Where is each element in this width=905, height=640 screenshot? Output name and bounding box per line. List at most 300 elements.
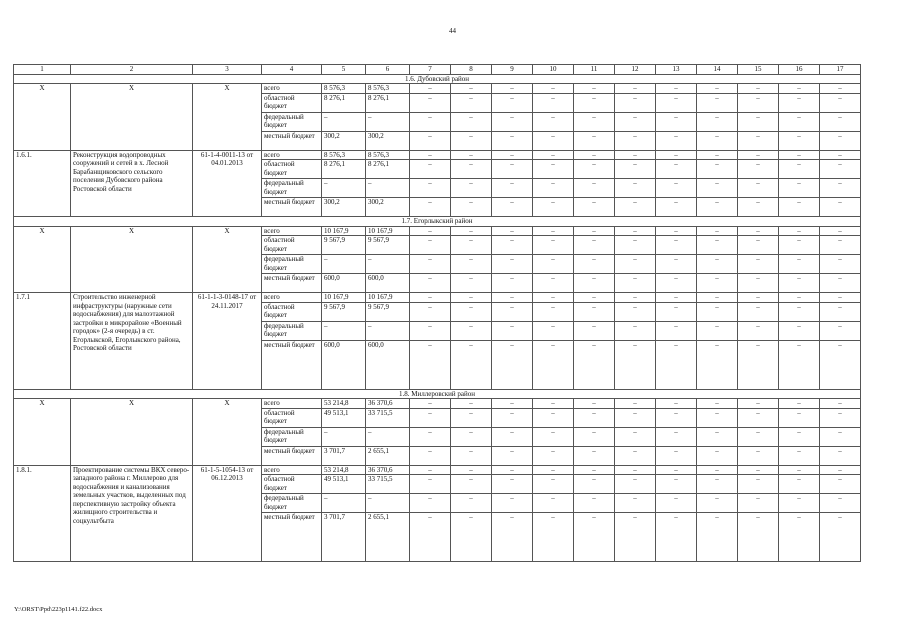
empty-value-cell: – — [697, 427, 738, 446]
empty-value-cell: – — [779, 513, 820, 562]
empty-value-cell: – — [656, 179, 697, 198]
empty-value-cell: – — [574, 236, 615, 255]
value-col5-cell: 9 567,9 — [322, 236, 366, 255]
empty-value-cell: – — [410, 255, 451, 274]
empty-value-cell: – — [820, 93, 861, 112]
empty-value-cell: – — [533, 226, 574, 236]
table-body — [14, 65, 861, 562]
empty-value-cell: – — [820, 427, 861, 446]
empty-value-cell: – — [738, 293, 779, 303]
empty-value-cell: – — [656, 160, 697, 179]
value-col5-cell: – — [322, 321, 366, 340]
empty-value-cell: – — [533, 408, 574, 427]
value-col6-cell: 600,0 — [366, 340, 410, 389]
value-col5-cell: 10 167,9 — [322, 293, 366, 303]
empty-value-cell: – — [615, 321, 656, 340]
empty-value-cell: – — [738, 255, 779, 274]
empty-value-cell: – — [492, 321, 533, 340]
empty-value-cell: – — [492, 179, 533, 198]
empty-value-cell: – — [820, 179, 861, 198]
value-col6-cell: 10 167,9 — [366, 293, 410, 303]
empty-value-cell: – — [820, 112, 861, 131]
registration-cell: 61-1-4-0011-13 от 04.01.2013 — [193, 150, 262, 217]
empty-value-cell: – — [492, 93, 533, 112]
column-number-2: 2 — [71, 65, 193, 75]
empty-value-cell: – — [697, 446, 738, 465]
empty-value-cell: – — [656, 427, 697, 446]
empty-value-cell: – — [738, 321, 779, 340]
value-col6-cell: 8 576,3 — [366, 84, 410, 94]
empty-value-cell: – — [533, 112, 574, 131]
empty-value-cell: – — [656, 513, 697, 562]
empty-value-cell: – — [533, 179, 574, 198]
funding-source-cell: федеральный бюджет — [262, 494, 322, 513]
empty-value-cell: – — [410, 274, 451, 293]
empty-value-cell: – — [820, 274, 861, 293]
section-title: 1.6. Дубовский район — [14, 74, 861, 84]
column-number-row — [14, 65, 861, 75]
item-code-cell: X — [14, 399, 71, 466]
empty-value-cell: – — [492, 112, 533, 131]
empty-value-cell: – — [779, 475, 820, 494]
value-col5-cell: 600,0 — [322, 340, 366, 389]
registration-cell: X — [193, 226, 262, 293]
empty-value-cell: – — [492, 226, 533, 236]
empty-value-cell: – — [492, 274, 533, 293]
empty-value-cell: – — [656, 226, 697, 236]
empty-value-cell: – — [656, 131, 697, 150]
investment-table — [13, 64, 861, 562]
item-code-cell: 1.7.1 — [14, 293, 71, 390]
empty-value-cell: – — [656, 150, 697, 160]
empty-value-cell: – — [697, 198, 738, 217]
empty-value-cell: – — [738, 513, 779, 562]
empty-value-cell: – — [615, 302, 656, 321]
value-col5-cell: 600,0 — [322, 274, 366, 293]
column-number-7: 7 — [410, 65, 451, 75]
empty-value-cell: – — [820, 84, 861, 94]
empty-value-cell: – — [410, 399, 451, 409]
empty-value-cell: – — [492, 131, 533, 150]
empty-value-cell: – — [451, 112, 492, 131]
empty-value-cell: – — [779, 465, 820, 475]
empty-value-cell: – — [533, 255, 574, 274]
empty-value-cell: – — [656, 494, 697, 513]
value-col5-cell: 3 701,7 — [322, 513, 366, 562]
funding-source-cell: всего — [262, 150, 322, 160]
empty-value-cell: – — [615, 274, 656, 293]
empty-value-cell: – — [574, 226, 615, 236]
empty-value-cell: – — [574, 302, 615, 321]
summary-row — [14, 226, 861, 236]
empty-value-cell: – — [574, 198, 615, 217]
value-col5-cell: 49 513,1 — [322, 475, 366, 494]
column-number-10: 10 — [533, 65, 574, 75]
empty-value-cell: – — [574, 150, 615, 160]
empty-value-cell: – — [779, 198, 820, 217]
empty-value-cell: – — [533, 236, 574, 255]
section-title-row — [14, 74, 861, 84]
empty-value-cell: – — [779, 84, 820, 94]
empty-value-cell: – — [574, 427, 615, 446]
empty-value-cell: – — [697, 112, 738, 131]
value-col5-cell: 3 701,7 — [322, 446, 366, 465]
value-col5-cell: 53 214,8 — [322, 399, 366, 409]
empty-value-cell: – — [533, 274, 574, 293]
empty-value-cell: – — [738, 427, 779, 446]
empty-value-cell: – — [451, 93, 492, 112]
empty-value-cell: – — [410, 340, 451, 389]
empty-value-cell: – — [451, 399, 492, 409]
value-col5-cell: – — [322, 255, 366, 274]
empty-value-cell: – — [410, 494, 451, 513]
section-title: 1.8. Миллеровский район — [14, 389, 861, 399]
empty-value-cell: – — [533, 399, 574, 409]
empty-value-cell: – — [410, 465, 451, 475]
empty-value-cell: – — [533, 293, 574, 303]
empty-value-cell: – — [410, 179, 451, 198]
empty-value-cell: – — [451, 236, 492, 255]
empty-value-cell: – — [697, 84, 738, 94]
value-col6-cell: – — [366, 494, 410, 513]
value-col6-cell: 2 655,1 — [366, 513, 410, 562]
empty-value-cell: – — [656, 399, 697, 409]
value-col6-cell: 33 715,5 — [366, 408, 410, 427]
empty-value-cell: – — [492, 446, 533, 465]
empty-value-cell: – — [410, 293, 451, 303]
empty-value-cell: – — [697, 408, 738, 427]
empty-value-cell: – — [738, 93, 779, 112]
empty-value-cell: – — [410, 446, 451, 465]
empty-value-cell: – — [451, 131, 492, 150]
empty-value-cell: – — [656, 255, 697, 274]
funding-source-cell: всего — [262, 226, 322, 236]
column-number-12: 12 — [615, 65, 656, 75]
funding-source-cell: всего — [262, 465, 322, 475]
column-number-13: 13 — [656, 65, 697, 75]
empty-value-cell: – — [451, 321, 492, 340]
empty-value-cell: – — [574, 408, 615, 427]
empty-value-cell: – — [410, 84, 451, 94]
empty-value-cell: – — [779, 274, 820, 293]
empty-value-cell: – — [779, 494, 820, 513]
empty-value-cell: – — [451, 255, 492, 274]
empty-value-cell: – — [574, 179, 615, 198]
funding-source-cell: федеральный бюджет — [262, 321, 322, 340]
empty-value-cell: – — [615, 494, 656, 513]
empty-value-cell: – — [779, 408, 820, 427]
empty-value-cell: – — [656, 446, 697, 465]
empty-value-cell: – — [410, 321, 451, 340]
empty-value-cell: – — [451, 274, 492, 293]
value-col6-cell: 36 370,6 — [366, 465, 410, 475]
empty-value-cell: – — [615, 427, 656, 446]
empty-value-cell: – — [738, 274, 779, 293]
empty-value-cell: – — [656, 302, 697, 321]
empty-value-cell: – — [492, 427, 533, 446]
empty-value-cell: – — [574, 321, 615, 340]
item-code-cell: X — [14, 84, 71, 151]
empty-value-cell: – — [492, 340, 533, 389]
empty-value-cell: – — [779, 255, 820, 274]
empty-value-cell: – — [738, 131, 779, 150]
empty-value-cell: – — [574, 494, 615, 513]
value-col5-cell: 53 214,8 — [322, 465, 366, 475]
funding-source-cell: всего — [262, 84, 322, 94]
empty-value-cell: – — [656, 475, 697, 494]
empty-value-cell: – — [820, 255, 861, 274]
column-number-17: 17 — [820, 65, 861, 75]
empty-value-cell: – — [492, 150, 533, 160]
empty-value-cell: – — [492, 399, 533, 409]
empty-value-cell: – — [533, 321, 574, 340]
empty-value-cell: – — [656, 274, 697, 293]
empty-value-cell: – — [779, 226, 820, 236]
empty-value-cell: – — [779, 340, 820, 389]
empty-value-cell: – — [697, 274, 738, 293]
empty-value-cell: – — [697, 340, 738, 389]
value-col5-cell: 300,2 — [322, 198, 366, 217]
value-col5-cell: 10 167,9 — [322, 226, 366, 236]
empty-value-cell: – — [656, 465, 697, 475]
empty-value-cell: – — [492, 408, 533, 427]
empty-value-cell: – — [820, 340, 861, 389]
registration-cell: 61-1-5-1054-13 от 06.12.2013 — [193, 465, 262, 562]
value-col6-cell: 8 276,1 — [366, 160, 410, 179]
empty-value-cell: – — [738, 408, 779, 427]
empty-value-cell: – — [738, 226, 779, 236]
funding-source-cell: федеральный бюджет — [262, 427, 322, 446]
empty-value-cell: – — [574, 340, 615, 389]
value-col6-cell: 2 655,1 — [366, 446, 410, 465]
column-number-4: 4 — [262, 65, 322, 75]
empty-value-cell: – — [738, 340, 779, 389]
empty-value-cell: – — [410, 112, 451, 131]
empty-value-cell: – — [820, 513, 861, 562]
summary-row — [14, 399, 861, 409]
empty-value-cell: – — [615, 226, 656, 236]
value-col6-cell: 300,2 — [366, 131, 410, 150]
empty-value-cell: – — [738, 150, 779, 160]
empty-value-cell: – — [820, 446, 861, 465]
value-col5-cell: 8 276,1 — [322, 160, 366, 179]
empty-value-cell: – — [410, 226, 451, 236]
empty-value-cell: – — [820, 465, 861, 475]
empty-value-cell: – — [656, 93, 697, 112]
empty-value-cell: – — [574, 399, 615, 409]
empty-value-cell: – — [779, 160, 820, 179]
section-title-row — [14, 389, 861, 399]
empty-value-cell: – — [697, 160, 738, 179]
empty-value-cell: – — [656, 84, 697, 94]
empty-value-cell: – — [533, 494, 574, 513]
empty-value-cell: – — [533, 160, 574, 179]
item-name-cell: Строительство инженерной инфраструктуры (наружные сети водоснабжения) для малоэтажной застройки в микрорайоне «Военный городок» (2-я очередь) в ст. Егорлыкской, Егорлыкского района, Ростовской области — [71, 293, 193, 390]
empty-value-cell: – — [451, 160, 492, 179]
empty-value-cell: – — [533, 465, 574, 475]
empty-value-cell: – — [779, 236, 820, 255]
empty-value-cell: – — [820, 475, 861, 494]
funding-source-cell: местный бюджет — [262, 446, 322, 465]
value-col6-cell: – — [366, 179, 410, 198]
empty-value-cell: – — [410, 160, 451, 179]
empty-value-cell: – — [697, 302, 738, 321]
empty-value-cell: – — [738, 198, 779, 217]
empty-value-cell: – — [533, 340, 574, 389]
empty-value-cell: – — [697, 465, 738, 475]
value-col6-cell: 9 567,9 — [366, 236, 410, 255]
empty-value-cell: – — [615, 198, 656, 217]
footer-file-path: Y:\ORST\Ppd\223p1141.f22.docx — [14, 606, 103, 613]
empty-value-cell: – — [410, 427, 451, 446]
empty-value-cell: – — [574, 255, 615, 274]
registration-cell: X — [193, 84, 262, 151]
column-number-15: 15 — [738, 65, 779, 75]
empty-value-cell: – — [779, 427, 820, 446]
funding-source-cell: местный бюджет — [262, 513, 322, 562]
item-row — [14, 293, 861, 303]
empty-value-cell: – — [492, 255, 533, 274]
empty-value-cell: – — [697, 399, 738, 409]
funding-source-cell: областной бюджет — [262, 236, 322, 255]
empty-value-cell: – — [574, 513, 615, 562]
empty-value-cell: – — [738, 236, 779, 255]
empty-value-cell: – — [533, 302, 574, 321]
empty-value-cell: – — [697, 513, 738, 562]
empty-value-cell: – — [738, 179, 779, 198]
empty-value-cell: – — [410, 93, 451, 112]
empty-value-cell: – — [820, 399, 861, 409]
column-number-3: 3 — [193, 65, 262, 75]
empty-value-cell: – — [656, 198, 697, 217]
empty-value-cell: – — [451, 293, 492, 303]
funding-source-cell: федеральный бюджет — [262, 255, 322, 274]
empty-value-cell: – — [697, 131, 738, 150]
empty-value-cell: – — [410, 302, 451, 321]
empty-value-cell: – — [738, 465, 779, 475]
registration-cell: X — [193, 399, 262, 466]
funding-source-cell: областной бюджет — [262, 93, 322, 112]
empty-value-cell: – — [533, 475, 574, 494]
empty-value-cell: – — [820, 321, 861, 340]
funding-source-cell: областной бюджет — [262, 475, 322, 494]
empty-value-cell: – — [615, 293, 656, 303]
empty-value-cell: – — [615, 150, 656, 160]
empty-value-cell: – — [697, 321, 738, 340]
empty-value-cell: – — [410, 475, 451, 494]
column-number-14: 14 — [697, 65, 738, 75]
empty-value-cell: – — [656, 321, 697, 340]
empty-value-cell: – — [492, 465, 533, 475]
empty-value-cell: – — [615, 112, 656, 131]
funding-source-cell: местный бюджет — [262, 131, 322, 150]
empty-value-cell: – — [779, 302, 820, 321]
value-col6-cell: – — [366, 112, 410, 131]
section-title-row — [14, 217, 861, 227]
empty-value-cell: – — [615, 446, 656, 465]
empty-value-cell: – — [410, 150, 451, 160]
value-col5-cell: – — [322, 179, 366, 198]
item-code-cell: X — [14, 226, 71, 293]
empty-value-cell: – — [697, 93, 738, 112]
value-col5-cell: 9 567,9 — [322, 302, 366, 321]
empty-value-cell: – — [615, 465, 656, 475]
empty-value-cell: – — [451, 513, 492, 562]
funding-source-cell: федеральный бюджет — [262, 179, 322, 198]
empty-value-cell: – — [820, 160, 861, 179]
empty-value-cell: – — [738, 399, 779, 409]
empty-value-cell: – — [492, 475, 533, 494]
item-name-cell: X — [71, 399, 193, 466]
funding-source-cell: федеральный бюджет — [262, 112, 322, 131]
empty-value-cell: – — [697, 494, 738, 513]
value-col5-cell: 8 276,1 — [322, 93, 366, 112]
column-number-16: 16 — [779, 65, 820, 75]
empty-value-cell: – — [615, 131, 656, 150]
value-col6-cell: 36 370,6 — [366, 399, 410, 409]
page-number: 44 — [449, 27, 456, 35]
empty-value-cell: – — [451, 226, 492, 236]
empty-value-cell: – — [451, 408, 492, 427]
empty-value-cell: – — [533, 427, 574, 446]
empty-value-cell: – — [410, 198, 451, 217]
value-col6-cell: – — [366, 321, 410, 340]
item-row — [14, 465, 861, 475]
funding-source-cell: всего — [262, 293, 322, 303]
funding-source-cell: местный бюджет — [262, 340, 322, 389]
value-col6-cell: 600,0 — [366, 274, 410, 293]
empty-value-cell: – — [820, 226, 861, 236]
empty-value-cell: – — [779, 293, 820, 303]
item-name-cell: X — [71, 84, 193, 151]
empty-value-cell: – — [615, 408, 656, 427]
column-number-11: 11 — [574, 65, 615, 75]
empty-value-cell: – — [615, 340, 656, 389]
registration-cell: 61-1-1-3-0148-17 от 24.11.2017 — [193, 293, 262, 390]
empty-value-cell: – — [410, 513, 451, 562]
empty-value-cell: – — [492, 236, 533, 255]
empty-value-cell: – — [820, 198, 861, 217]
column-number-8: 8 — [451, 65, 492, 75]
empty-value-cell: – — [697, 179, 738, 198]
empty-value-cell: – — [574, 112, 615, 131]
empty-value-cell: – — [451, 475, 492, 494]
value-col6-cell: 8 276,1 — [366, 93, 410, 112]
empty-value-cell: – — [615, 93, 656, 112]
empty-value-cell: – — [738, 494, 779, 513]
empty-value-cell: – — [779, 93, 820, 112]
empty-value-cell: – — [738, 160, 779, 179]
empty-value-cell: – — [574, 160, 615, 179]
empty-value-cell: – — [492, 198, 533, 217]
empty-value-cell: – — [779, 399, 820, 409]
item-name-cell: X — [71, 226, 193, 293]
summary-row — [14, 84, 861, 94]
empty-value-cell: – — [533, 513, 574, 562]
empty-value-cell: – — [697, 293, 738, 303]
empty-value-cell: – — [574, 274, 615, 293]
item-code-cell: 1.6.1. — [14, 150, 71, 217]
empty-value-cell: – — [451, 150, 492, 160]
empty-value-cell: – — [574, 293, 615, 303]
empty-value-cell: – — [533, 198, 574, 217]
value-col6-cell: 300,2 — [366, 198, 410, 217]
value-col5-cell: – — [322, 494, 366, 513]
empty-value-cell: – — [738, 302, 779, 321]
empty-value-cell: – — [656, 340, 697, 389]
empty-value-cell: – — [574, 446, 615, 465]
empty-value-cell: – — [820, 408, 861, 427]
